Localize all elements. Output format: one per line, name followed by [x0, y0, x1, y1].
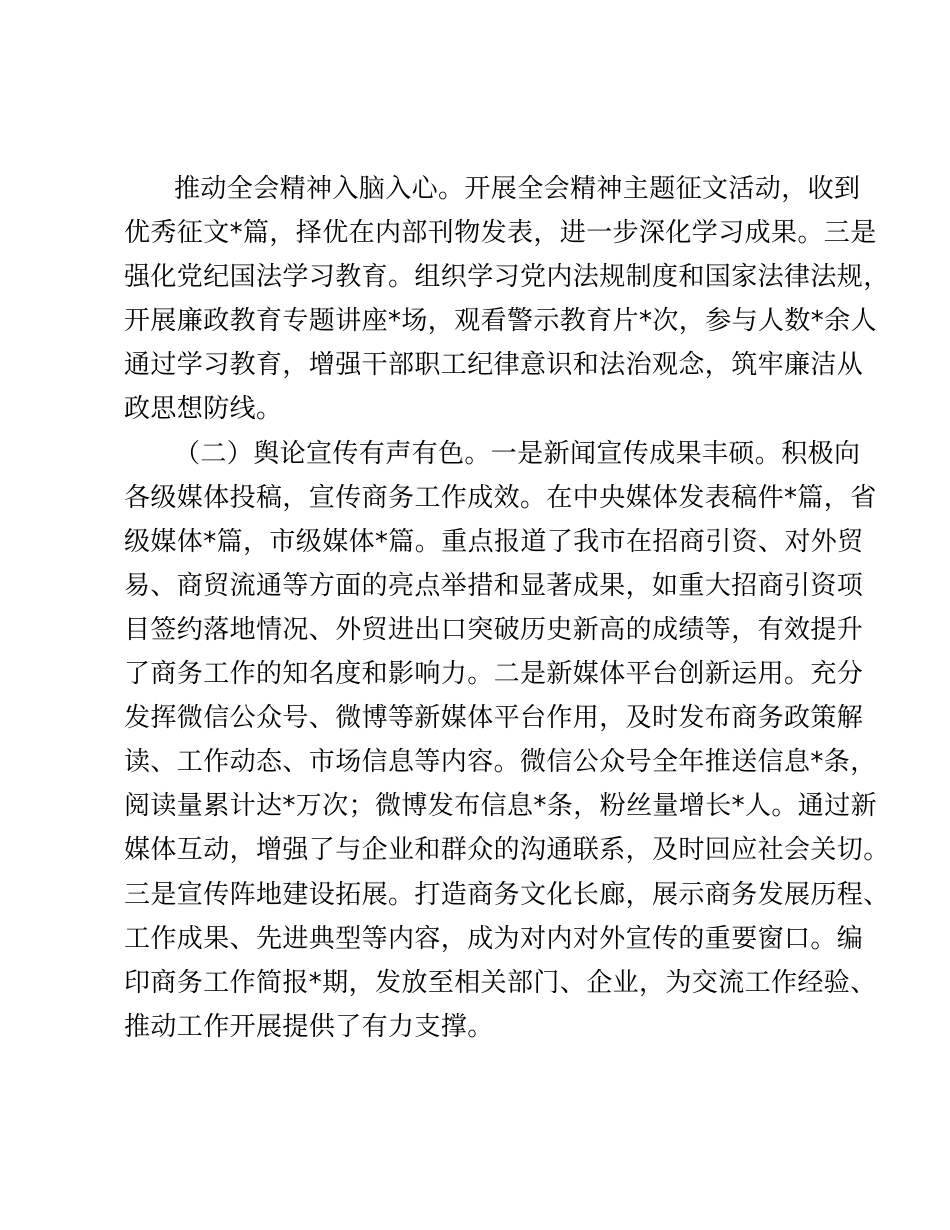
text-line: （二）舆论宣传有声有色。一是新闻宣传成果丰硕。积极向: [174, 439, 861, 469]
text-line: 目签约落地情况、外贸进出口突破历史新高的成绩等，有效提升: [124, 615, 864, 645]
text-line: 推动全会精神入脑入心。开展全会精神主题征文活动，收到: [174, 174, 861, 204]
text-line: 了商务工作的知名度和影响力。二是新媒体平台创新运用。充分: [124, 659, 864, 689]
text-line: 印商务工作简报*期，发放至相关部门、企业，为交流工作经验、: [124, 968, 877, 998]
text-line: 易、商贸流通等方面的亮点举措和显著成果，如重大招商引资项: [124, 571, 864, 601]
text-line: 读、工作动态、市场信息等内容。微信公众号全年推送信息*条，: [124, 747, 877, 777]
text-line: 优秀征文*篇，择优在内部刊物发表，进一步深化学习成果。三是: [124, 218, 877, 248]
text-line: 阅读量累计达*万次；微博发布信息*条，粉丝量增长*人。通过新: [124, 791, 878, 821]
text-line: 级媒体*篇，市级媒体*篇。重点报道了我市在招商引资、对外贸: [124, 527, 864, 557]
text-line: 媒体互动，增强了与企业和群众的沟通联系，及时回应社会关切。: [124, 835, 890, 865]
text-line: 开展廉政教育专题讲座*场，观看警示教育片*次，参与人数*余人: [124, 306, 878, 336]
text-line: 推动工作开展提供了有力支撑。: [124, 1012, 494, 1042]
text-line: 强化党纪国法学习教育。组织学习党内法规制度和国家法律法规，: [124, 262, 890, 292]
text-line: 发挥微信公众号、微博等新媒体平台作用，及时发布商务政策解: [124, 703, 864, 733]
text-line: 政思想防线。: [124, 394, 283, 424]
text-line: 三是宣传阵地建设拓展。打造商务文化长廊，展示商务发展历程、: [124, 880, 890, 910]
text-line: 通过学习教育，增强干部职工纪律意识和法治观念，筑牢廉洁从: [124, 350, 864, 380]
text-line: 工作成果、先进典型等内容，成为对内对外宣传的重要窗口。编: [124, 924, 864, 954]
text-line: 各级媒体投稿，宣传商务工作成效。在中央媒体发表稿件*篇，省: [124, 483, 877, 513]
